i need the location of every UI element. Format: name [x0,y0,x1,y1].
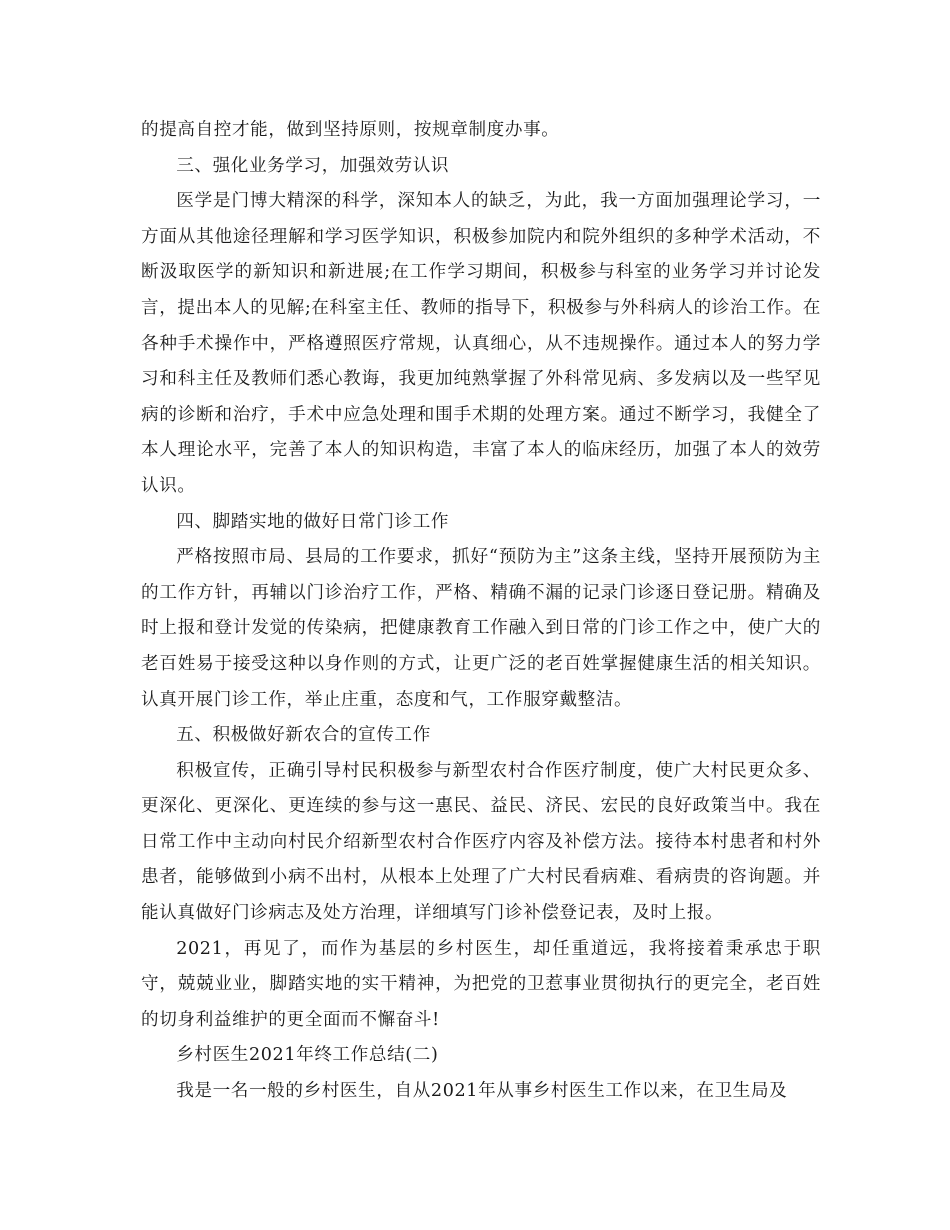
paragraph-intro-second: 我是一名一般的乡村医生，自从2021年从事乡村医生工作以来，在卫生局及 [176,1081,788,1102]
document-subtitle: 乡村医生2021年终工作总结(二) [176,1045,439,1066]
paragraph-business-study: 医学是门博大精深的科学，深知本人的缺乏，为此，我一方面加强理论学习，一方面从其他途径理解和学习医学知识，积极参加院内和院外组织的多种学术活动，不断汲取医学的新知识和新进展;在工作学习期间，积极参与科室的业务学习并讨论发言，提出本人的见解;在科室主任、教师的指导下，积极参与外科病人的诊治工作。在各种手术操作中，严格遵照医疗常规，认真细心，从不违规操作。通过本人的努力学习和科主任及教师们悉心教诲，我更加纯熟掌握了外科常见病、多发病以及一些罕见病的诊断和治疗，手术中应急处理和围手术期的处理方案。通过不断学习，我健全了本人理论水平，完善了本人的知识构造，丰富了本人的临床经历，加强了本人的效劳认识。 [141,191,821,496]
paragraph-conclusion: 2021，再见了，而作为基层的乡村医生，却任重道远，我将接着秉承忠于职守，兢兢业业，脚踏实地的实干精神，为把党的卫惹事业贯彻执行的更完全，老百姓的切身利益维护的更全面而不懈奋斗! [141,938,821,1030]
paragraph-outpatient-work: 严格按照市局、县局的工作要求，抓好“预防为主”这条主线，坚持开展预防为主的工作方针，再辅以门诊治疗工作，严格、精确不漏的记录门诊逐日登记册。精确及时上报和登计发觉的传染病，把健康教育工作融入到日常的门诊工作之中，使广大的老百姓易于接受这种以身作则的方式，让更广泛的老百姓掌握健康生活的相关知识。认真开展门诊工作，举止庄重，态度和气，工作服穿戴整洁。 [141,547,821,710]
section-heading-3: 三、强化业务学习，加强效劳认识 [176,155,450,176]
section-heading-5: 五、积极做好新农合的宣传工作 [176,725,431,746]
paragraph-rural-cooperative: 积极宣传，正确引导村民积极参与新型农村合作医疗制度，使广大村民更众多、更深化、更深化、更连续的参与这一惠民、益民、济民、宏民的良好政策当中。我在日常工作中主动向村民介绍新型农村合作医疗内容及补偿方法。接待本村患者和村外患者，能够做到小病不出村，从根本上处理了广大村民看病难、看病贵的咨询题。并能认真做好门诊病志及处方治理，详细填写门诊补偿登记表，及时上报。 [141,760,821,924]
section-heading-4: 四、脚踏实地的做好日常门诊工作 [176,511,450,532]
document-body [141,113,821,1110]
paragraph-continuation: 的提高自控才能，做到坚持原则，按规章制度办事。 [141,120,560,140]
